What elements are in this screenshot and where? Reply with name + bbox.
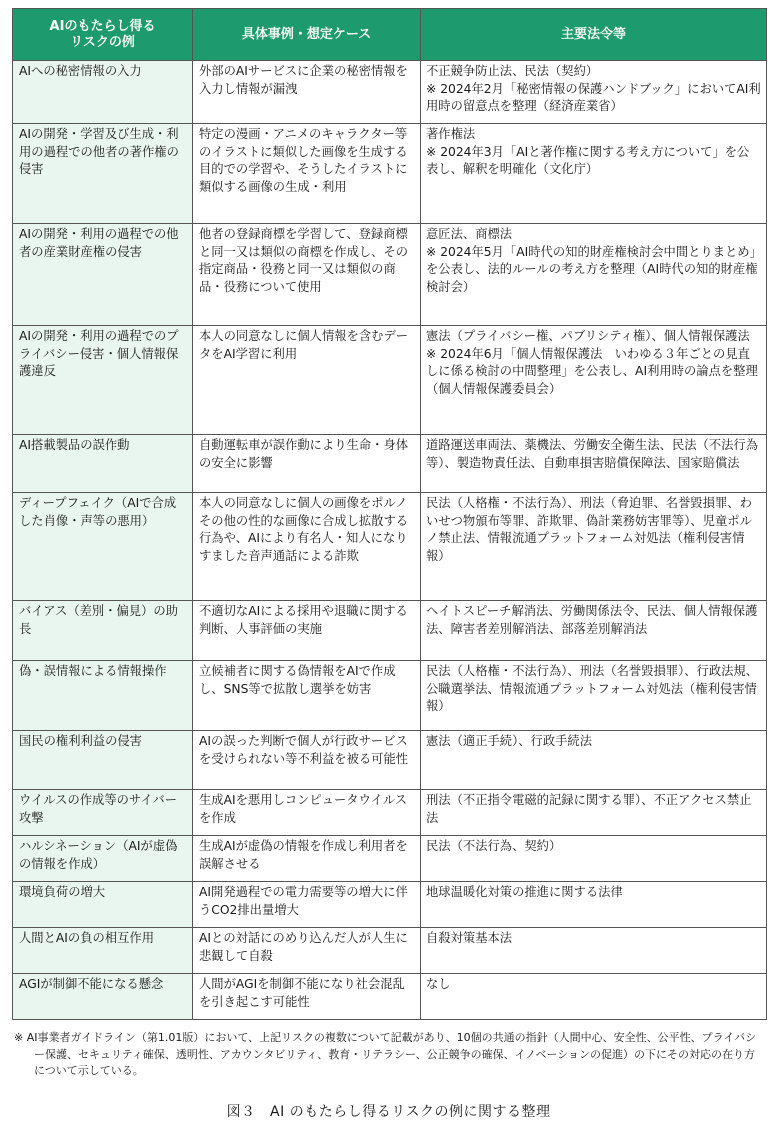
case-cell: 不適切なAIによる採用や退職に関する判断、人事評価の実施 bbox=[193, 601, 421, 661]
table-row bbox=[13, 661, 767, 731]
risk-cell: AIの開発・利用の過程での他者の産業財産権の侵害 bbox=[13, 224, 193, 326]
table-row bbox=[13, 974, 767, 1020]
risk-table-wrapper bbox=[12, 8, 766, 1020]
law-cell: 道路運送車両法、薬機法、労働安全衛生法、民法（不法行為等）、製造物責任法、自動車損害賠償保障法、国家賠償法 bbox=[421, 435, 767, 493]
risk-cell: バイアス（差別・偏見）の助長 bbox=[13, 601, 193, 661]
risk-table bbox=[12, 8, 767, 1020]
risk-cell: AIの開発・利用の過程でのプライバシー侵害・個人情報保護違反 bbox=[13, 326, 193, 435]
law-cell: 意匠法、商標法 ※ 2024年5月「AI時代の知的財産権検討会中間とりまとめ」を公表し、法的ルールの考え方を整理（AI時代の知的財産権検討会） bbox=[421, 224, 767, 326]
case-cell: 立候補者に関する偽情報をAIで作成し、SNS等で拡散し選挙を妨害 bbox=[193, 661, 421, 731]
header-case: 具体事例・想定ケース bbox=[193, 9, 421, 61]
risk-cell: 偽・誤情報による情報操作 bbox=[13, 661, 193, 731]
law-cell: 地球温暖化対策の推進に関する法律 bbox=[421, 882, 767, 928]
case-cell: 生成AIを悪用しコンピュータウイルスを作成 bbox=[193, 790, 421, 836]
table-row bbox=[13, 790, 767, 836]
table-row bbox=[13, 731, 767, 790]
header-risk: AIのもたらし得る リスクの例 bbox=[13, 9, 193, 61]
law-cell: なし bbox=[421, 974, 767, 1020]
case-cell: AIとの対話にのめり込んだ人が人生に悲観して自殺 bbox=[193, 928, 421, 974]
table-row bbox=[13, 928, 767, 974]
risk-cell: ハルシネーション（AIが虚偽の情報を作成） bbox=[13, 836, 193, 882]
risk-cell: ディープフェイク（AIで合成した肖像・声等の悪用） bbox=[13, 493, 193, 601]
case-cell: 外部のAIサービスに企業の秘密情報を入力し情報が漏洩 bbox=[193, 61, 421, 124]
risk-cell: AIの開発・学習及び生成・利用の過程での他者の著作権の侵害 bbox=[13, 124, 193, 224]
case-cell: 特定の漫画・アニメのキャラクター等のイラストに類似した画像を生成する目的での学習や、そうしたイラストに類似する画像の生成・利用 bbox=[193, 124, 421, 224]
header-law: 主要法令等 bbox=[421, 9, 767, 61]
risk-cell: AI搭載製品の誤作動 bbox=[13, 435, 193, 493]
header-row bbox=[13, 9, 767, 61]
law-cell: 刑法（不正指令電磁的記録に関する罪）、不正アクセス禁止法 bbox=[421, 790, 767, 836]
table-row bbox=[13, 224, 767, 326]
case-cell: 本人の同意なしに個人の画像をポルノその他の性的な画像に合成し拡散する行為や、AIにより有名人・知人になりすました音声通話による詐欺 bbox=[193, 493, 421, 601]
risk-cell: AIへの秘密情報の入力 bbox=[13, 61, 193, 124]
table-row bbox=[13, 493, 767, 601]
figure-caption: 図３ AI のもたらし得るリスクの例に関する整理 bbox=[226, 1104, 551, 1120]
table-row bbox=[13, 435, 767, 493]
law-cell: 憲法（プライバシー権、パブリシティ権）、個人情報保護法 ※ 2024年6月「個人情報保護法 いわゆる３年ごとの見直しに係る検討の中間整理」を公表し、AI利用時の論点を整理（個人情報保護委員会） bbox=[421, 326, 767, 435]
law-cell: 著作権法 ※ 2024年3月「AIと著作権に関する考え方について」を公表し、解釈を明確化（文化庁） bbox=[421, 124, 767, 224]
law-cell: 自殺対策基本法 bbox=[421, 928, 767, 974]
law-cell: 民法（人格権・不法行為）、刑法（名誉毀損罪）、行政法規、公職選挙法、情報流通プラットフォーム対処法（権利侵害情報） bbox=[421, 661, 767, 731]
table-row bbox=[13, 61, 767, 124]
risk-cell: 人間とAIの負の相互作用 bbox=[13, 928, 193, 974]
risk-cell: AGIが制御不能になる懸念 bbox=[13, 974, 193, 1020]
table-body bbox=[13, 61, 767, 1020]
law-cell: 憲法（適正手続）、行政手続法 bbox=[421, 731, 767, 790]
table-row bbox=[13, 882, 767, 928]
case-cell: 本人の同意なしに個人情報を含むデータをAI学習に利用 bbox=[193, 326, 421, 435]
case-cell: 人間がAGIを制御不能になり社会混乱を引き起こす可能性 bbox=[193, 974, 421, 1020]
law-cell: 不正競争防止法、民法（契約） ※ 2024年2月「秘密情報の保護ハンドブック」においてAI利用時の留意点を整理（経済産業省） bbox=[421, 61, 767, 124]
risk-cell: 環境負荷の増大 bbox=[13, 882, 193, 928]
case-cell: AI開発過程での電力需要等の増大に伴うCO2排出量増大 bbox=[193, 882, 421, 928]
table-row bbox=[13, 124, 767, 224]
case-cell: 自動運転車が誤作動により生命・身体の安全に影響 bbox=[193, 435, 421, 493]
case-cell: 他者の登録商標を学習して、登録商標と同一又は類似の商標を作成し、その指定商品・役務と同一又は類似の商品・役務について使用 bbox=[193, 224, 421, 326]
table-row bbox=[13, 326, 767, 435]
law-cell: 民法（不法行為、契約） bbox=[421, 836, 767, 882]
case-cell: AIの誤った判断で個人が行政サービスを受けられない等不利益を被る可能性 bbox=[193, 731, 421, 790]
footnote: ※ AI事業者ガイドライン（第1.01版）において、上記リスクの複数について記載があり、10個の共通の指針（人間中心、安全性、公平性、プライバシー保護、セキュリティ確保、透明性、アカウンタビリティ、教育・リテラシー、公正競争の確保、イノベーションの促進）の下にその対応の在り方について示している。 bbox=[14, 1031, 757, 1077]
risk-cell: ウイルスの作成等のサイバー攻撃 bbox=[13, 790, 193, 836]
table-row bbox=[13, 601, 767, 661]
table-row bbox=[13, 836, 767, 882]
law-cell: 民法（人格権・不法行為）、刑法（脅迫罪、名誉毀損罪、わいせつ物頒布等罪、詐欺罪、偽計業務妨害罪等）、児童ポルノ禁止法、情報流通プラットフォーム対処法（権利侵害情報） bbox=[421, 493, 767, 601]
law-cell: ヘイトスピーチ解消法、労働関係法令、民法、個人情報保護法、障害者差別解消法、部落差別解消法 bbox=[421, 601, 767, 661]
case-cell: 生成AIが虚偽の情報を作成し利用者を誤解させる bbox=[193, 836, 421, 882]
risk-cell: 国民の権利利益の侵害 bbox=[13, 731, 193, 790]
